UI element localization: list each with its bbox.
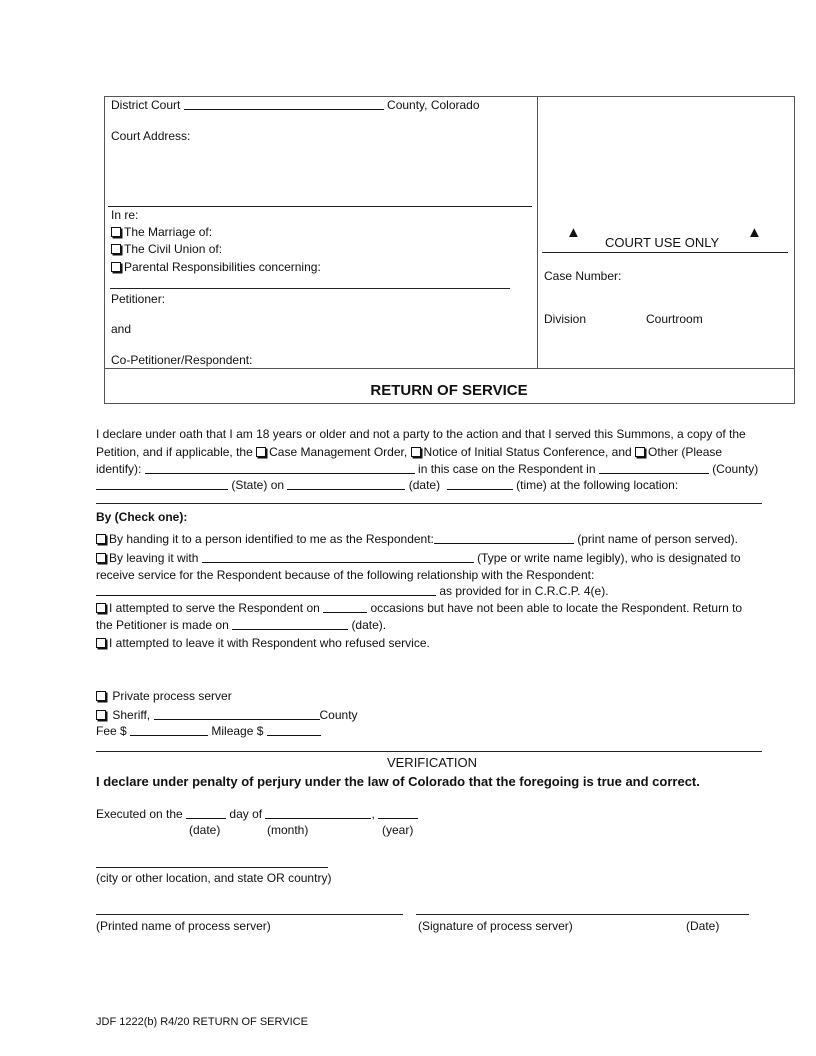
relationship-blank[interactable] — [96, 584, 436, 596]
other-checkbox[interactable] — [635, 447, 645, 457]
mileage-blank[interactable] — [267, 724, 321, 736]
year-label: (year) — [382, 823, 414, 837]
person-served-blank[interactable] — [434, 532, 574, 544]
parental-checkbox[interactable] — [111, 262, 121, 272]
handing-checkbox[interactable] — [96, 534, 106, 544]
title-row-divider — [105, 368, 794, 369]
marriage-checkbox[interactable] — [111, 227, 121, 237]
option-leaving: By leaving it with (Type or write name legibly), who is designated to — [96, 551, 741, 565]
declaration-line-3: identify): in this case on the Respondent in (County) — [96, 462, 759, 476]
verification-title: VERIFICATION — [386, 755, 478, 770]
co-petitioner-label: Co-Petitioner/Respondent: — [111, 353, 253, 367]
signature-rule[interactable] — [416, 914, 749, 915]
printed-name-label: (Printed name of process server) — [96, 919, 271, 933]
option-attempted-line-2: the Petitioner is made on (date). — [96, 618, 387, 632]
caption-divider — [537, 97, 538, 368]
page-title: RETURN OF SERVICE — [370, 382, 528, 399]
occasions-blank[interactable] — [323, 601, 367, 613]
sheriff-county-blank[interactable] — [154, 708, 320, 720]
private-server-checkbox[interactable] — [96, 691, 106, 701]
option-leaving-line-3: as provided for in C.R.C.P. 4(e). — [96, 584, 609, 598]
parental-option[interactable]: Parental Responsibilities concerning: — [111, 260, 321, 274]
petitioner-label: Petitioner: — [111, 292, 166, 306]
verification-rule — [96, 751, 762, 752]
declaration-line-2: Petition, and if applicable, the Case Management Order, Notice of Initial Status Conference, and Other (Please — [96, 445, 723, 459]
case-number-label: Case Number: — [544, 269, 622, 283]
verification-statement: I declare under penalty of perjury under the law of Colorado that the foregoing is true and correct. — [96, 774, 700, 789]
civil-union-checkbox[interactable] — [111, 244, 121, 254]
county-blank[interactable] — [599, 462, 709, 474]
division-label: Division — [544, 312, 587, 326]
civil-union-option[interactable]: The Civil Union of: — [111, 242, 222, 256]
state-blank[interactable] — [96, 478, 228, 490]
fee-line: Fee $ Mileage $ — [96, 724, 321, 738]
other-identify-blank[interactable] — [145, 462, 415, 474]
service-time-blank[interactable] — [447, 478, 513, 490]
return-date-blank[interactable] — [232, 618, 348, 630]
refused-checkbox[interactable] — [96, 638, 106, 648]
up-triangle-left-icon: ▲ — [566, 224, 581, 241]
district-court-label: District Court County, Colorado — [111, 98, 480, 112]
courtroom-label: Courtroom — [646, 312, 703, 326]
case-management-checkbox[interactable] — [256, 447, 266, 457]
district-court-blank[interactable] — [184, 98, 384, 110]
printed-name-rule[interactable] — [96, 914, 403, 915]
declaration-line-4: (State) on (date) (time) at the following location: — [96, 478, 678, 492]
executed-day-blank[interactable] — [186, 807, 226, 819]
location-label: (city or other location, and state OR country) — [96, 871, 332, 885]
marriage-option[interactable]: The Marriage of: — [111, 225, 212, 239]
status-conference-checkbox[interactable] — [411, 447, 421, 457]
sheriff-option: Sheriff, County — [96, 708, 358, 722]
option-refused: I attempted to leave it with Respondent who refused service. — [96, 636, 430, 650]
form-id-footer: JDF 1222(b) R4/20 RETURN OF SERVICE — [96, 1016, 308, 1028]
option-handing: By handing it to a person identified to me as the Respondent: (print name of person served). — [96, 532, 738, 546]
leaving-checkbox[interactable] — [96, 553, 106, 563]
option-leaving-line-2: receive service for the Respondent because of the following relationship with the Respondent: — [96, 568, 595, 582]
date-label: (date) — [189, 823, 221, 837]
sheriff-checkbox[interactable] — [96, 710, 106, 720]
court-address-label: Court Address: — [111, 129, 191, 143]
parties-rule — [110, 288, 510, 289]
month-label: (month) — [267, 823, 309, 837]
option-attempted: I attempted to serve the Respondent on occasions but have not been able to locate the Respondent. Return to — [96, 601, 742, 615]
signature-label: (Signature of process server) — [418, 919, 573, 933]
leaving-name-blank[interactable] — [202, 551, 474, 563]
court-address-rule — [108, 206, 532, 207]
executed-on-line: Executed on the day of , — [96, 807, 418, 821]
attempted-checkbox[interactable] — [96, 603, 106, 613]
executed-year-blank[interactable] — [378, 807, 418, 819]
in-re-label: In re: — [111, 208, 139, 222]
executed-month-blank[interactable] — [265, 807, 371, 819]
court-use-rule — [542, 252, 788, 253]
up-triangle-right-icon: ▲ — [747, 224, 762, 241]
and-label: and — [111, 322, 132, 336]
court-use-only-label: COURT USE ONLY — [605, 235, 720, 250]
signature-date-label: (Date) — [686, 919, 720, 933]
declaration-line-1: I declare under oath that I am 18 years or older and not a party to the action and that I served this Summons, a copy of the — [96, 427, 746, 441]
by-check-one-label: By (Check one): — [96, 510, 188, 524]
fee-blank[interactable] — [130, 724, 208, 736]
location-rule[interactable] — [96, 503, 762, 504]
service-date-blank[interactable] — [287, 478, 405, 490]
location-signature-rule[interactable] — [96, 867, 328, 868]
private-server-option: Private process server — [96, 689, 232, 703]
